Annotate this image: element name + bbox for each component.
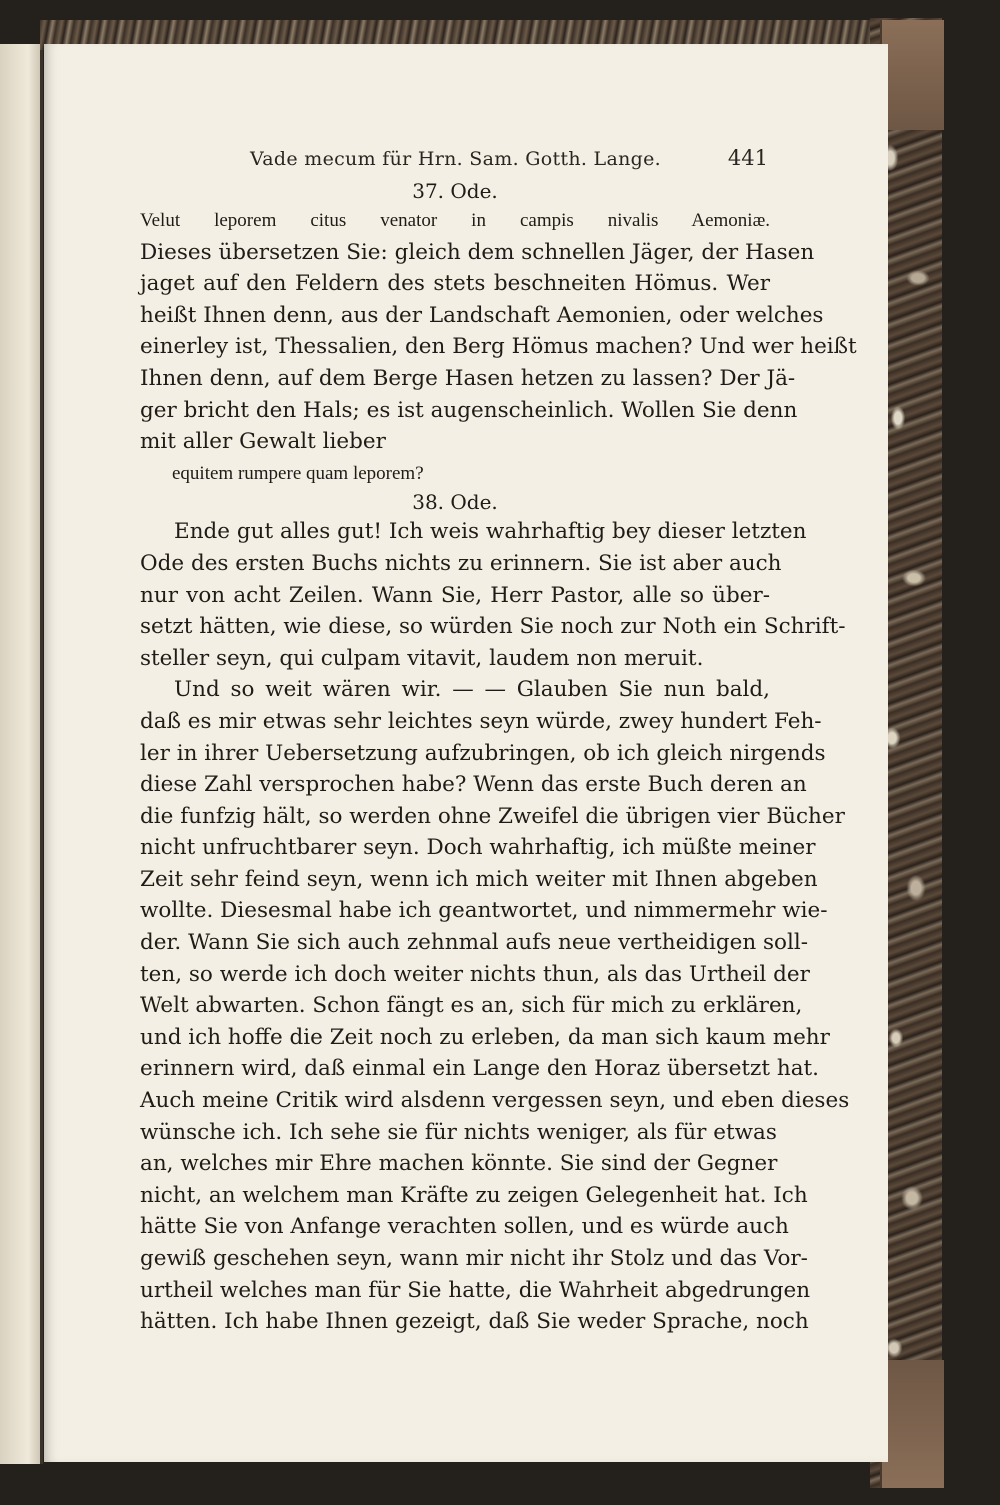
running-title: Vade mecum für Hrn. Sam. Gotth. Lange. (250, 148, 661, 170)
text-line: erinnern wird, daß einmal ein Lange den Horaz übersetzt hat. (140, 1056, 819, 1082)
text-line: die funfzig hält, so werden ohne Zweifel die übrigen vier Bücher (140, 803, 845, 829)
text-line: Dieses übersetzen Sie: gleich dem schnellen Jäger, der Hasen (140, 239, 815, 265)
latin-quote: equitem rumpere quam leporem? (172, 462, 424, 484)
text-line: jaget auf den Feldern des stets beschneiten Hömus. Wer (140, 271, 770, 297)
text-line: steller seyn, qui culpam vitavit, laudem non meruit. (140, 645, 704, 671)
text-line: heißt Ihnen denn, aus der Landschaft Aemonien, oder welches (140, 302, 824, 328)
text-line: Und so weit wären wir. — — Glauben Sie nun bald, (174, 677, 770, 703)
ode-38-heading: 38. Ode. (412, 490, 498, 515)
text-line: hätte Sie von Anfange verachten sollen, und es würde auch (140, 1214, 789, 1240)
text-line: Zeit sehr feind seyn, wenn ich mich weiter mit Ihnen abgeben (140, 866, 818, 892)
text-line: ler in ihrer Uebersetzung aufzubringen, ob ich gleich nirgends (140, 740, 826, 766)
text-line: nur von acht Zeilen. Wann Sie, Herr Pastor, alle so über- (140, 582, 770, 608)
text-line: Velut leporem citus venator in campis nivalis Aemoniæ. (140, 210, 770, 231)
text-line: Ende gut alles gut! Ich weis wahrhaftig bey dieser letzten (174, 519, 807, 545)
text-line: diese Zahl versprochen habe? Wenn das erste Buch deren an (140, 772, 807, 798)
book-page (44, 44, 888, 1462)
text-line (140, 1338, 770, 1370)
text-line: nicht unfruchtbarer seyn. Doch wahrhaftig, ich müßte meiner (140, 835, 816, 861)
text-line: Ihnen denn, auf dem Berge Hasen hetzen zu lassen? Der Jä- (140, 365, 796, 391)
running-head (140, 144, 770, 178)
ode-37-heading: 37. Ode. (412, 179, 498, 203)
page-text-block (140, 144, 857, 1401)
text-line: nicht, an welchem man Kräfte zu zeigen Gelegenheit hat. Ich (140, 1182, 808, 1208)
text-line: ger bricht den Hals; es ist augenscheinlich. Wollen Sie denn (140, 397, 798, 423)
facing-page-edge (0, 44, 43, 1464)
text-line: daß es mir etwas sehr leichtes seyn würde, zwey hundert Feh- (140, 708, 822, 734)
text-line: an, welches mir Ehre machen könnte. Sie sind der Gegner (140, 1151, 778, 1177)
text-line: einerley ist, Thessalien, den Berg Hömus machen? Und wer heißt (140, 334, 857, 360)
text-line: der. Wann Sie sich auch zehnmal aufs neue vertheidigen soll- (140, 930, 808, 956)
text-line: wollte. Diesesmal habe ich geantwortet, und nimmermehr wie- (140, 898, 828, 924)
text-line: gewiß geschehen seyn, wann mir nicht ihr Stolz und das Vor- (140, 1246, 808, 1271)
leather-corner-top (880, 20, 944, 130)
page-number: 441 (727, 146, 768, 170)
text-line: ten, so werde ich doch weiter nichts thun, als das Urtheil der (140, 961, 810, 987)
leather-corner-bottom (880, 1360, 944, 1488)
text-line (140, 1369, 770, 1401)
text-line: wünsche ich. Ich sehe sie für nichts weniger, als für etwas (140, 1119, 777, 1145)
text-line: Ode des ersten Buchs nichts zu erinnern. Sie ist aber auch (140, 550, 782, 576)
text-line: hätten. Ich habe Ihnen gezeigt, daß Sie weder Sprache, noch (140, 1309, 809, 1335)
text-line: Welt abwarten. Schon fängt es an, sich für mich zu erklären, (140, 993, 803, 1019)
text-line: Auch meine Critik wird alsdenn vergessen seyn, und eben dieses (140, 1088, 850, 1114)
text-line: und ich hoffe die Zeit noch zu erleben, da man sich kaum mehr (140, 1024, 830, 1050)
text-line: mit aller Gewalt lieber (140, 429, 386, 455)
text-line: urtheil welches man für Sie hatte, die Wahrheit abgedrungen (140, 1277, 811, 1303)
text-line: setzt hätten, wie diese, so würden Sie noch zur Noth ein Schrift- (140, 614, 846, 640)
